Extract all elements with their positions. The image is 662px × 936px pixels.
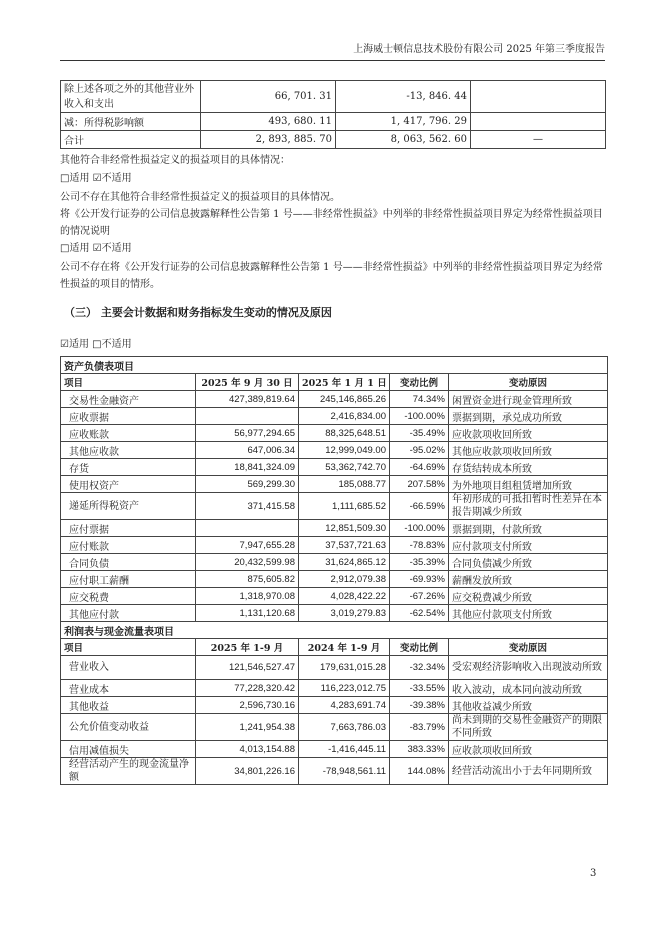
value-cell: 66, 701. 31 [201, 81, 336, 113]
change-reason: 应收款项收回所致 [449, 425, 608, 442]
note-cell: — [471, 131, 606, 149]
table-row [61, 656, 608, 680]
prior-value: 31,624,865.12 [299, 554, 390, 571]
current-value: 427,389,819.64 [196, 391, 299, 408]
prior-value: 3,019,279.83 [299, 605, 390, 622]
prior-value: 53,362,742.70 [299, 459, 390, 476]
current-value: 18,841,324.09 [196, 459, 299, 476]
item-name: 信用减值损失 [61, 741, 196, 758]
change-reason: 闲置资金进行现金管理所致 [449, 391, 608, 408]
prior-value: 7,663,786.03 [299, 714, 390, 741]
change-reason: 尚未到期的交易性金融资产的期限不同所致 [449, 714, 608, 741]
table-row [61, 459, 608, 476]
change-ratio: -35.39% [390, 554, 449, 571]
row-label: 除上述各项之外的其他营业外收入和支出 [61, 81, 201, 113]
value-cell: 493, 680. 11 [201, 113, 336, 131]
column-header: 变动原因 [449, 374, 608, 391]
change-ratio: 74.34% [390, 391, 449, 408]
table-row [61, 131, 606, 149]
header-divider [60, 60, 605, 61]
table-row [61, 81, 606, 113]
change-reason: 收入波动，成本同向波动所致 [449, 680, 608, 697]
table-row [61, 571, 608, 588]
change-reason: 票据到期，承兑成功所致 [449, 408, 608, 425]
change-reason: 应交税费减少所致 [449, 588, 608, 605]
current-value: 34,801,226.16 [196, 758, 299, 785]
change-reason: 票据到期，付款所致 [449, 520, 608, 537]
current-value: 77,228,320.42 [196, 680, 299, 697]
header-row [61, 639, 608, 656]
item-name: 应交税费 [61, 588, 196, 605]
item-name: 使用权资产 [61, 476, 196, 493]
prior-value: -1,416,445.11 [299, 741, 390, 758]
current-value: 56,977,294.65 [196, 425, 299, 442]
column-header: 变动原因 [449, 639, 608, 656]
current-value: 20,432,599.98 [196, 554, 299, 571]
current-value: 121,546,527.47 [196, 656, 299, 680]
current-value [196, 520, 299, 537]
change-reason: 合同负债减少所致 [449, 554, 608, 571]
item-name: 交易性金融资产 [61, 391, 196, 408]
change-reason: 为外地项目组租赁增加所致 [449, 476, 608, 493]
paragraph: 其他符合非经常性损益定义的损益项目的具体情况： [60, 155, 290, 166]
current-value: 2,596,730.16 [196, 697, 299, 714]
change-reason: 应付款项支付所致 [449, 537, 608, 554]
change-reason: 经营活动流出小于去年同期所致 [449, 758, 608, 785]
change-reason: 其他应收款项收回所致 [449, 442, 608, 459]
prior-value: 2,416,834.00 [299, 408, 390, 425]
change-ratio: -32.34% [390, 656, 449, 680]
change-ratio: -83.79% [390, 714, 449, 741]
applicability-checkbox: □适用 ☑不适用 [60, 243, 132, 254]
page-header: 上海威士顿信息技术股份有限公司 2025 年第三季度报告 [353, 44, 605, 55]
change-reason: 年初形成的可抵扣暂时性差异在本报告期减少所致 [449, 493, 608, 520]
column-header: 项目 [61, 374, 196, 391]
prior-value: 116,223,012.75 [299, 680, 390, 697]
item-name: 应收账款 [61, 425, 196, 442]
table-row [61, 113, 606, 131]
change-reason: 其他收益减少所致 [449, 697, 608, 714]
section-label: 利润表与现金流量表项目 [61, 622, 608, 639]
note-cell [471, 113, 606, 131]
prior-value: 12,999,049.00 [299, 442, 390, 459]
paragraph: 将《公开发行证券的公司信息披露解释性公告第 1 号——非经常性损益》中列举的非经常性损益项目界定为经常性损益项目的情况说明 [60, 209, 603, 237]
current-value: 875,605.82 [196, 571, 299, 588]
change-ratio: -100.00% [390, 520, 449, 537]
current-value: 647,006.34 [196, 442, 299, 459]
row-label: 合计 [61, 131, 201, 149]
row-label: 减：所得税影响额 [61, 113, 201, 131]
table-row [61, 697, 608, 714]
value-cell: 1, 417, 796. 29 [336, 113, 471, 131]
item-name: 营业成本 [61, 680, 196, 697]
change-ratio: -33.55% [390, 680, 449, 697]
current-value: 4,013,154.88 [196, 741, 299, 758]
item-name: 经营活动产生的现金流量净额 [61, 758, 196, 785]
prior-value: -78,948,561.11 [299, 758, 390, 785]
table-row [61, 554, 608, 571]
section-title: （三） 主要会计数据和财务指标发生变动的情况及原因 [64, 306, 332, 319]
column-header: 变动比例 [390, 639, 449, 656]
applicability-checkbox: ☑适用 □不适用 [60, 339, 132, 350]
column-header: 项目 [61, 639, 196, 656]
current-value: 569,299.30 [196, 476, 299, 493]
current-value [196, 408, 299, 425]
item-name: 应付职工薪酬 [61, 571, 196, 588]
table-row [61, 741, 608, 758]
change-ratio: -62.54% [390, 605, 449, 622]
prior-value: 4,028,422.22 [299, 588, 390, 605]
current-value: 1,131,120.68 [196, 605, 299, 622]
column-header: 2025 年 1 月 1 日 [299, 374, 390, 391]
current-value: 7,947,655.28 [196, 537, 299, 554]
page-number: 3 [590, 868, 597, 879]
change-ratio: -69.93% [390, 571, 449, 588]
table-row [61, 391, 608, 408]
change-ratio: -39.38% [390, 697, 449, 714]
value-cell: 2, 893, 885. 70 [201, 131, 336, 149]
changes-table [60, 356, 608, 785]
change-ratio: -66.59% [390, 493, 449, 520]
section-label: 资产负债表项目 [61, 357, 608, 374]
table-row [61, 537, 608, 554]
item-name: 应收票据 [61, 408, 196, 425]
prior-value: 4,283,691.74 [299, 697, 390, 714]
prior-value: 185,088.77 [299, 476, 390, 493]
prior-value: 88,325,648.51 [299, 425, 390, 442]
current-value: 1,241,954.38 [196, 714, 299, 741]
change-ratio: -100.00% [390, 408, 449, 425]
section-row [61, 357, 608, 374]
item-name: 公允价值变动收益 [61, 714, 196, 741]
table-row [61, 442, 608, 459]
note-cell [471, 81, 606, 113]
table-row [61, 605, 608, 622]
change-ratio: 144.08% [390, 758, 449, 785]
item-name: 营业收入 [61, 656, 196, 680]
header-row [61, 374, 608, 391]
table-row [61, 476, 608, 493]
change-ratio: 383.33% [390, 741, 449, 758]
item-name: 其他应收款 [61, 442, 196, 459]
prior-value: 12,851,509.30 [299, 520, 390, 537]
change-ratio: -67.26% [390, 588, 449, 605]
column-header: 2025 年 9 月 30 日 [196, 374, 299, 391]
change-reason: 受宏观经济影响收入出现波动所致 [449, 656, 608, 680]
table-row [61, 714, 608, 741]
prior-value: 1,111,685.52 [299, 493, 390, 520]
prior-value: 245,146,865.26 [299, 391, 390, 408]
column-header: 2025 年 1-9 月 [196, 639, 299, 656]
current-value: 1,318,970.08 [196, 588, 299, 605]
change-reason: 其他应付款项支付所致 [449, 605, 608, 622]
paragraph: 公司不存在将《公开发行证券的公司信息披露解释性公告第 1 号——非经常性损益》中列举的非经常性损益项目界定为经常性损益的项目的情形。 [60, 262, 603, 290]
applicability-checkbox: □适用 ☑不适用 [60, 173, 132, 184]
prior-value: 37,537,721.63 [299, 537, 390, 554]
current-value: 371,415.58 [196, 493, 299, 520]
item-name: 合同负债 [61, 554, 196, 571]
change-ratio: -35.49% [390, 425, 449, 442]
table-row [61, 425, 608, 442]
item-name: 存货 [61, 459, 196, 476]
table-row [61, 758, 608, 785]
change-reason: 薪酬发放所致 [449, 571, 608, 588]
table-row [61, 408, 608, 425]
section-row [61, 622, 608, 639]
item-name: 递延所得税资产 [61, 493, 196, 520]
value-cell: 8, 063, 562. 60 [336, 131, 471, 149]
change-reason: 存货结转成本所致 [449, 459, 608, 476]
change-ratio: 207.58% [390, 476, 449, 493]
table-row [61, 520, 608, 537]
change-ratio: -78.83% [390, 537, 449, 554]
change-ratio: -95.02% [390, 442, 449, 459]
change-reason: 应收款项收回所致 [449, 741, 608, 758]
prior-value: 179,631,015.28 [299, 656, 390, 680]
paragraph: 公司不存在其他符合非经常性损益定义的损益项目的具体情况。 [60, 192, 340, 203]
item-name: 其他收益 [61, 697, 196, 714]
item-name: 应付账款 [61, 537, 196, 554]
non-recurring-table [60, 80, 606, 149]
column-header: 变动比例 [390, 374, 449, 391]
table-row [61, 680, 608, 697]
change-ratio: -64.69% [390, 459, 449, 476]
item-name: 其他应付款 [61, 605, 196, 622]
table-row [61, 588, 608, 605]
table-row [61, 493, 608, 520]
item-name: 应付票据 [61, 520, 196, 537]
prior-value: 2,912,079.38 [299, 571, 390, 588]
value-cell: -13, 846. 44 [336, 81, 471, 113]
column-header: 2024 年 1-9 月 [299, 639, 390, 656]
